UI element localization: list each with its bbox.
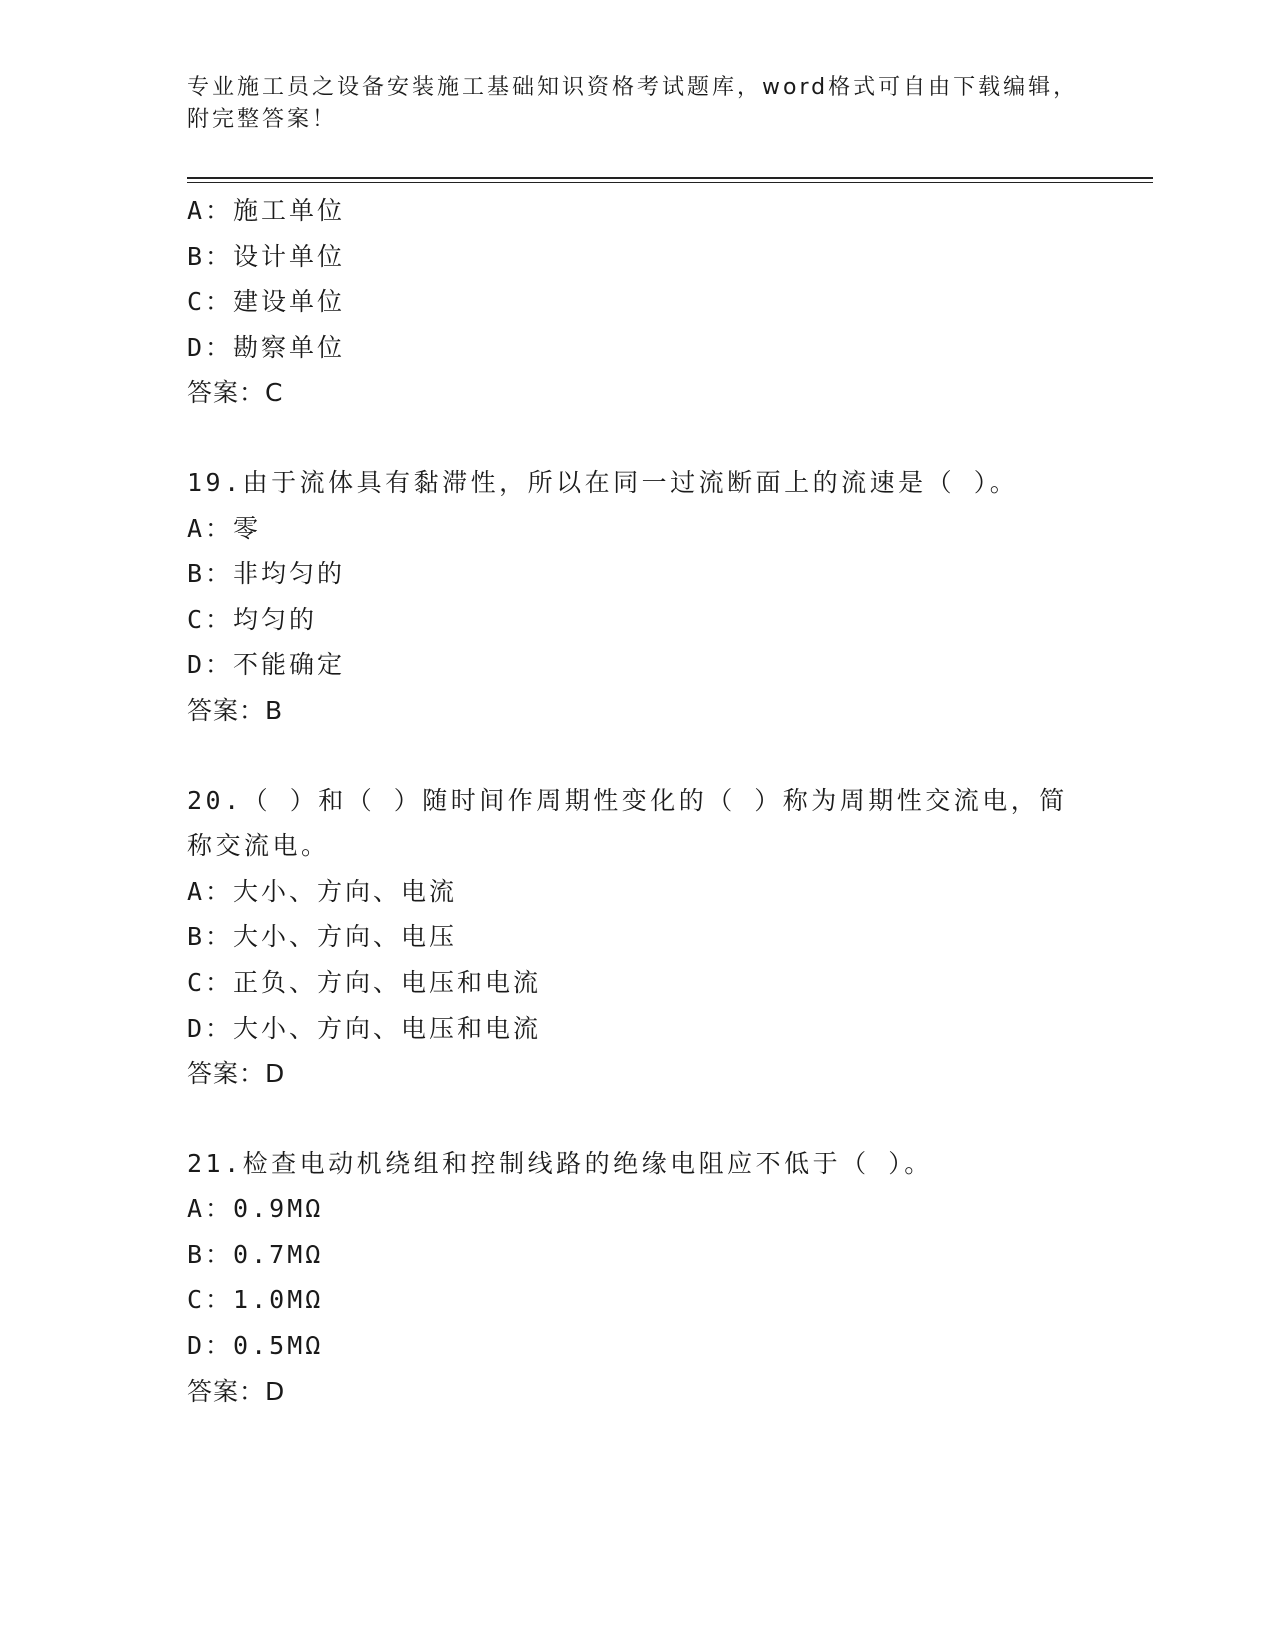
option-b: B：0.7MΩ: [187, 1239, 324, 1269]
answer-label: 答案：C: [187, 378, 284, 408]
option-a: A：零: [187, 513, 262, 543]
option-c: C：均匀的: [187, 604, 318, 634]
answer-label: 答案：D: [187, 1376, 286, 1406]
header-title-line-1: 专业施工员之设备安装施工基础知识资格考试题库，word格式可自由下载编辑，: [187, 75, 1079, 100]
option-d: D：不能确定: [187, 650, 346, 680]
option-b: B：非均匀的: [187, 559, 346, 589]
option-d: D：勘察单位: [187, 332, 346, 362]
question-stem: 19.由于流体具有黏滞性，所以在同一过流断面上的流速是（ ）。: [187, 467, 1019, 497]
option-b: B：设计单位: [187, 241, 346, 271]
option-c: C：1.0MΩ: [187, 1285, 324, 1315]
document-header: [187, 72, 1079, 136]
answer-label: 答案：B: [187, 695, 284, 725]
header-rule-thin: [187, 182, 1153, 183]
option-a: A：0.9MΩ: [187, 1194, 324, 1224]
option-d: D：大小、方向、电压和电流: [187, 1013, 542, 1043]
question-18: [187, 188, 1087, 416]
question-stem-line-1: 20.（ ）和（ ）随时间作周期性变化的（ ）称为周期性交流电，简: [187, 785, 1068, 815]
option-c: C：建设单位: [187, 287, 346, 317]
answer-label: 答案：D: [187, 1059, 286, 1089]
question-21: [187, 1141, 1087, 1415]
question-stem: 21.检查电动机绕组和控制线路的绝缘电阻应不低于（ ）。: [187, 1148, 933, 1178]
header-title-line-2: 附完整答案！: [187, 107, 338, 132]
option-c: C：正负、方向、电压和电流: [187, 967, 542, 997]
option-b: B：大小、方向、电压: [187, 922, 458, 952]
question-list: [187, 188, 1087, 1414]
option-d: D：0.5MΩ: [187, 1331, 324, 1361]
question-stem-line-2: 称交流电。: [187, 831, 330, 861]
header-rule-thick: [187, 177, 1153, 179]
question-20: [187, 778, 1087, 1097]
question-19: [187, 460, 1087, 734]
question-spacer: [187, 416, 1087, 460]
question-spacer: [187, 734, 1087, 778]
option-a: A：大小、方向、电流: [187, 876, 458, 906]
question-spacer: [187, 1097, 1087, 1141]
option-a: A：施工单位: [187, 196, 346, 225]
